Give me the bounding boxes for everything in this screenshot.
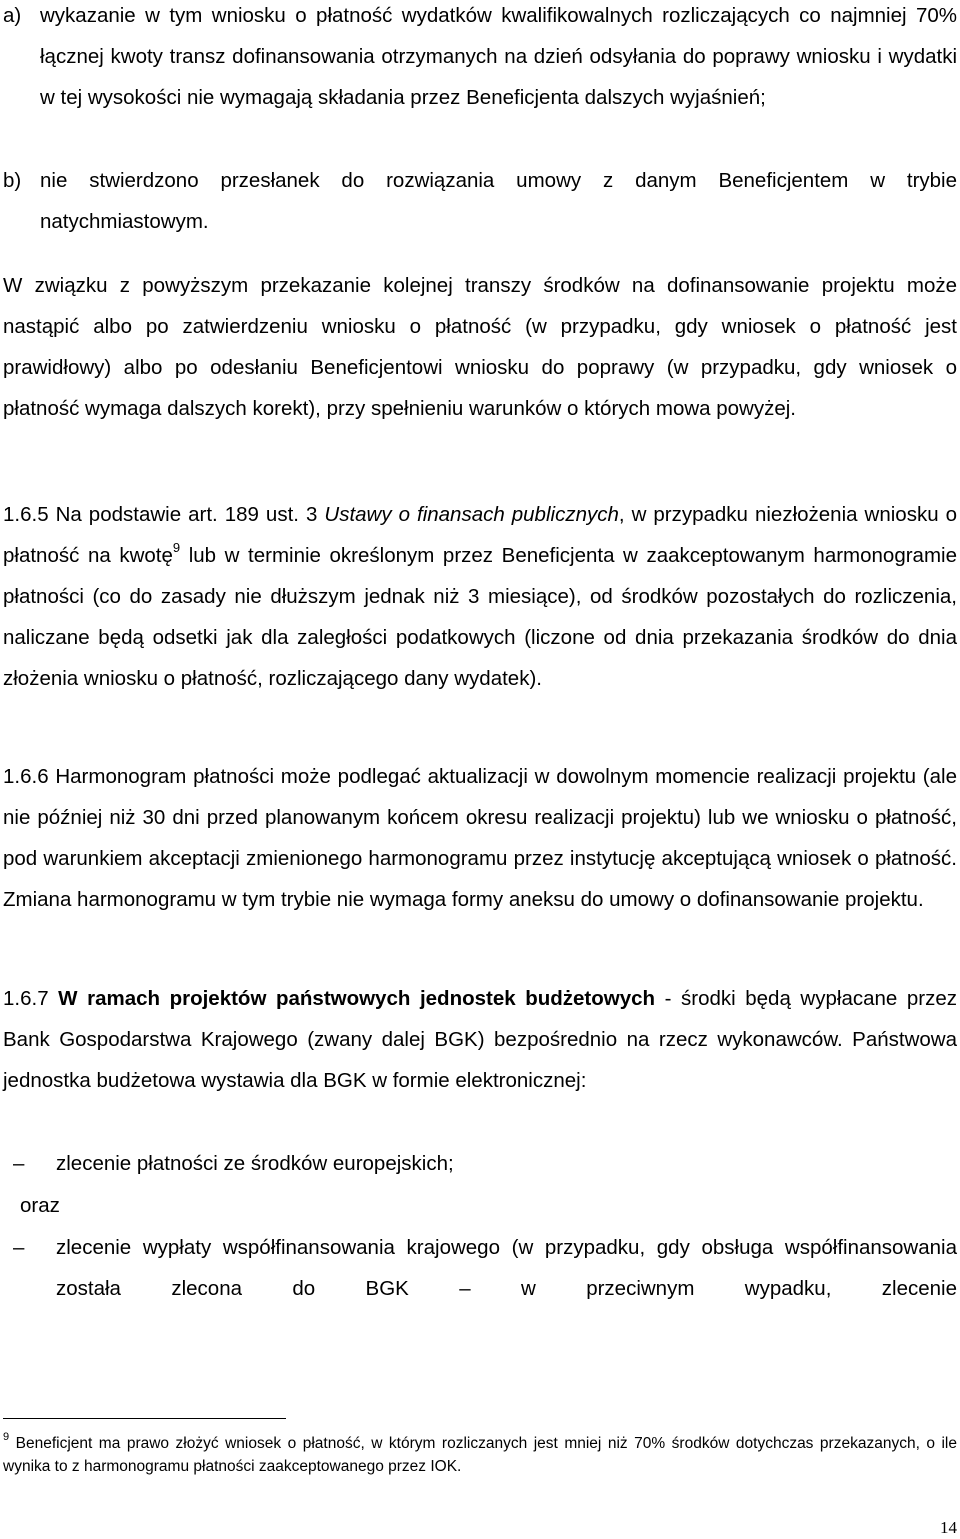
page-number: 14 xyxy=(940,1518,957,1537)
p167-bold: W ramach projektów państwowych jednostek budżetowych xyxy=(58,987,656,1010)
p167-tail: - środki będą wypłacane przez Bank Gospodarstwa Krajowego (zwany dalej BGK) bezpośrednio na rzecz wykonawców. Państwowa jednostka budżetowa wystawia dla BGK w formie elektronicznej: xyxy=(3,987,957,1092)
bullet-item-2: zlecenie wypłaty współfinansowania krajowego (w przypadku, gdy obsługa współfinansowania została zlecona do BGK – w przeciwnym wypadku, zlecenie xyxy=(56,1236,957,1300)
connector-oraz: oraz xyxy=(20,1194,60,1217)
paragraph-1-6-7 xyxy=(3,978,957,1101)
paragraph-1-6-6: 1.6.6 Harmonogram płatności może podlegać aktualizacji w dowolnym momencie realizacji projektu (ale nie później niż 30 dni przed planowanym końcem okresu realizacji projektu) lub we wniosku o płatność, pod warunkiem akceptacji zmienionego harmonogramu przez instytucję akceptującą wniosek o płatność. Zmiana harmonogramu w tym trybie nie wymaga formy aneksu do umowy o dofinansowanie projektu. xyxy=(3,765,957,911)
footnote-ref: 9 xyxy=(172,540,181,556)
p165-tail: lub w terminie określonym przez Beneficjenta w zaakceptowanym harmonogramie płatności (co do zasady nie dłuższym jednak niż 3 miesiące), od środków pozostałych do rozliczenia, naliczane będą odsetki jak dla zaległości podatkowych (liczone od dnia przekazania środków do dnia złożenia wniosku o płatność, rozliczającego dany wydatek). xyxy=(3,544,957,690)
bullet-item-1: zlecenie płatności ze środków europejskich; xyxy=(56,1152,454,1175)
list-item-a xyxy=(3,0,957,118)
footnote-text: Beneficjent ma prawo złożyć wniosek o płatność, w którym rozliczanych jest mniej niż 70% środków dotychczas przekazanych, o ile wynika to z harmonogramu płatności zaakceptowanego przez IOK. xyxy=(3,1435,957,1475)
dash-bullet-2: – xyxy=(13,1236,25,1259)
p165-mid: , w przypadku niezłożenia wniosku o płatność na kwotę xyxy=(3,503,957,567)
paragraph-1-6-5 xyxy=(3,494,957,699)
p165-italic: Ustawy o finansach publicznych xyxy=(324,503,619,526)
list-label-a: a) xyxy=(3,4,22,27)
list-item-b xyxy=(3,160,957,242)
dash-bullet-1: – xyxy=(13,1152,25,1175)
footnote-number: 9 xyxy=(3,1430,10,1443)
list-text-b: nie stwierdzono przesłanek do rozwiązania umowy z danym Beneficjentem w trybie natychmiastowym. xyxy=(40,169,957,233)
footnote-separator xyxy=(3,1418,286,1419)
paragraph-w-zwiazku: W związku z powyższym przekazanie kolejnej transzy środków na dofinansowanie projektu może nastąpić albo po zatwierdzeniu wniosku o płatność (w przypadku, gdy wniosek o płatność jest prawidłowy) albo po odesłaniu Beneficjentowi wniosku do poprawy (w przypadku, gdy wniosek o płatność wymaga dalszych korekt), przy spełnieniu warunków o których mowa powyżej. xyxy=(3,274,957,420)
list-text-a: wykazanie w tym wniosku o płatność wydatków kwalifikowalnych rozliczających co najmniej 70% łącznej kwoty transz dofinansowania otrzymanych na dzień odsyłania do poprawy wniosku i wydatki w tej wysokości nie wymagają składania przez Beneficjenta dalszych wyjaśnień; xyxy=(40,4,957,109)
p165-lead: 1.6.5 Na podstawie art. 189 ust. 3 xyxy=(3,503,325,526)
footnote xyxy=(3,1432,957,1478)
list-label-b: b) xyxy=(3,169,22,192)
p167-lead: 1.6.7 xyxy=(3,987,59,1010)
